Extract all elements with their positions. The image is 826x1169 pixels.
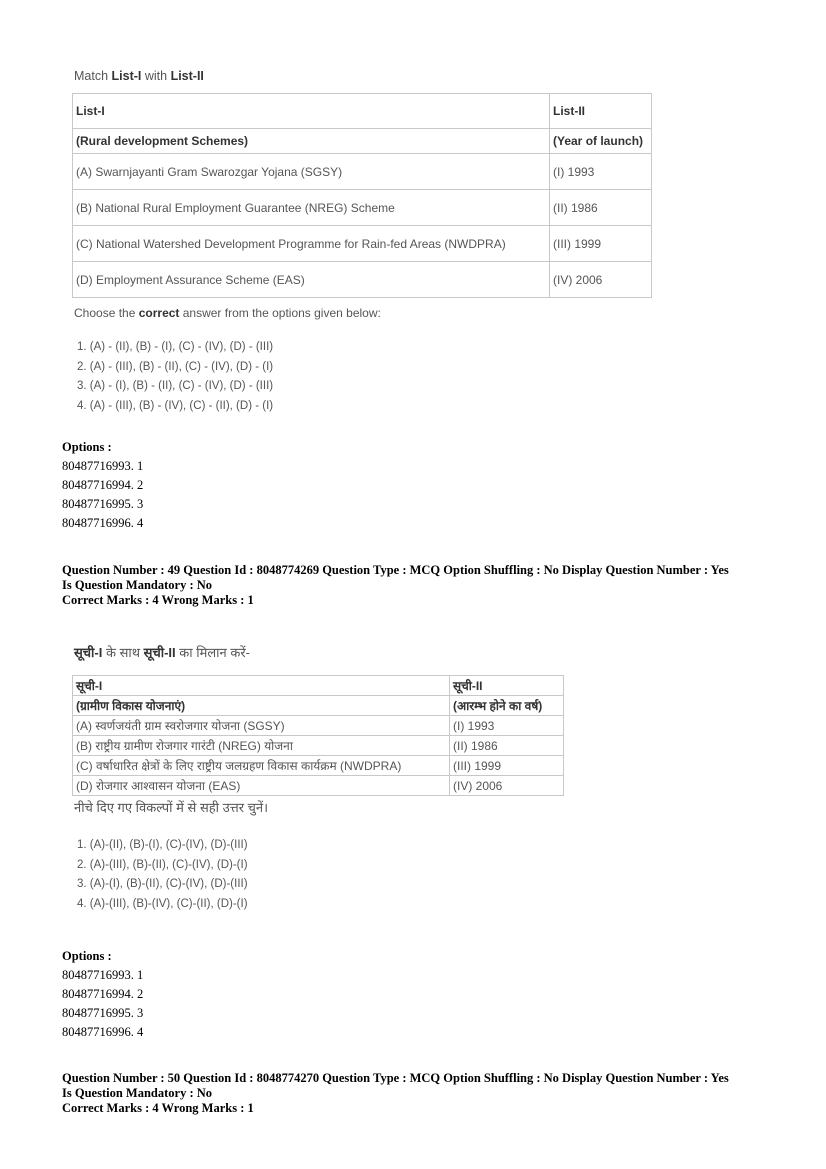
q49-intro xyxy=(74,643,564,661)
question-mandatory: Is Question Mandatory : No xyxy=(62,578,213,592)
options-label: Options : xyxy=(62,949,112,963)
table-cell: (A) Swarnjayanti Gram Swarozgar Yojana (SGSY) xyxy=(73,154,550,190)
table-cell: सूची-I xyxy=(73,676,450,696)
table-row xyxy=(73,190,652,226)
table-cell: (IV) 2006 xyxy=(450,776,564,796)
option-item: 80487716993. 1 xyxy=(62,459,144,473)
q48-choose-instruction xyxy=(74,306,652,320)
answer-choice: 3. (A) - (I), (B) - (II), (C) - (IV), (D) - (III) xyxy=(77,380,274,392)
table-cell: (III) 1999 xyxy=(450,756,564,776)
table-row xyxy=(73,94,652,129)
q48-match-table xyxy=(72,93,652,298)
table-cell: (I) 1993 xyxy=(450,716,564,736)
table-row xyxy=(73,262,652,298)
q49-answer-list xyxy=(77,836,564,914)
q49-intro-with: के साथ xyxy=(102,645,144,660)
q49-question-image xyxy=(72,643,564,914)
option-item: 80487716996. 4 xyxy=(62,1025,144,1039)
table-row xyxy=(73,736,564,756)
q48-choose-pre: Choose the xyxy=(74,306,139,320)
q48-choose-post: answer from the options given below: xyxy=(179,306,381,320)
answer-choice: 2. (A)-(III), (B)-(II), (C)-(IV), (D)-(I) xyxy=(77,858,248,871)
table-cell: (B) राष्ट्रीय ग्रामीण रोजगार गारंटी (NREG) योजना xyxy=(73,736,450,756)
table-cell: (II) 1986 xyxy=(450,736,564,756)
question-mandatory: Is Question Mandatory : No xyxy=(62,1086,213,1100)
table-cell: (आरम्भ होने का वर्ष) xyxy=(450,696,564,716)
q48-question-image xyxy=(72,69,652,416)
option-item: 80487716994. 2 xyxy=(62,478,144,492)
q48-intro-with: with xyxy=(141,69,171,83)
q49-intro-list2: सूची-II xyxy=(143,645,176,660)
q49-match-table xyxy=(72,675,564,796)
table-cell: (D) Employment Assurance Scheme (EAS) xyxy=(73,262,550,298)
q49-intro-list1: सूची-I xyxy=(74,645,103,660)
table-cell: (II) 1986 xyxy=(550,190,652,226)
table-cell: (Rural development Schemes) xyxy=(73,129,550,154)
table-row xyxy=(73,129,652,154)
table-cell: (D) रोजगार आश्वासन योजना (EAS) xyxy=(73,776,450,796)
table-cell: (I) 1993 xyxy=(550,154,652,190)
answer-choice: 1. (A)-(II), (B)-(I), (C)-(IV), (D)-(III) xyxy=(77,839,248,851)
q48-intro-text: Match xyxy=(74,69,112,83)
table-cell: सूची-II xyxy=(450,676,564,696)
question-meta-line: Question Number : 50 Question Id : 8048774270 Question Type : MCQ Option Shuffling : No Display Question Number : Yes xyxy=(62,1071,729,1085)
table-cell: (A) स्वर्णजयंती ग्राम स्वरोजगार योजना (SGSY) xyxy=(73,716,450,736)
options-label: Options : xyxy=(62,440,112,454)
table-cell: (C) National Watershed Development Programme for Rain-fed Areas (NWDPRA) xyxy=(73,226,550,262)
table-row xyxy=(73,226,652,262)
question-marks: Correct Marks : 4 Wrong Marks : 1 xyxy=(62,593,254,607)
answer-choice: 1. (A) - (II), (B) - (I), (C) - (IV), (D) - (III) xyxy=(77,341,274,353)
table-row xyxy=(73,776,564,796)
q48-intro-list2: List-II xyxy=(170,69,204,83)
q48-intro-list1: List-I xyxy=(111,69,142,83)
option-item: 80487716993. 1 xyxy=(62,968,144,982)
q48-answer-list xyxy=(77,338,652,416)
table-row xyxy=(73,154,652,190)
table-cell: (III) 1999 xyxy=(550,226,652,262)
table-cell: (IV) 2006 xyxy=(550,262,652,298)
answer-choice: 4. (A)-(III), (B)-(IV), (C)-(II), (D)-(I) xyxy=(77,897,248,910)
option-item: 80487716995. 3 xyxy=(62,1006,144,1020)
answer-choice: 2. (A) - (III), (B) - (II), (C) - (IV), (D) - (I) xyxy=(77,360,274,373)
option-item: 80487716995. 3 xyxy=(62,497,144,511)
table-cell: (ग्रामीण विकास योजनाएं) xyxy=(73,696,450,716)
q49-choose-instruction: नीचे दिए गए विकल्पों में से सही उत्तर चुनें। xyxy=(74,800,269,815)
q50-metadata xyxy=(62,1071,729,1116)
q48-choose-bold: correct xyxy=(138,306,180,320)
q49-intro-post: का मिलान करें- xyxy=(175,645,250,660)
option-item: 80487716996. 4 xyxy=(62,516,144,530)
table-row xyxy=(73,676,564,696)
answer-choice: 3. (A)-(I), (B)-(II), (C)-(IV), (D)-(III) xyxy=(77,878,248,890)
table-row xyxy=(73,756,564,776)
q48-intro xyxy=(74,69,652,83)
answer-choice: 4. (A) - (III), (B) - (IV), (C) - (II), (D) - (I) xyxy=(77,399,274,412)
table-cell: (C) वर्षाधारित क्षेत्रों के लिए राष्ट्रीय जलग्रहण विकास कार्यक्रम (NWDPRA) xyxy=(73,756,450,776)
table-cell: (B) National Rural Employment Guarantee (NREG) Scheme xyxy=(73,190,550,226)
question-marks: Correct Marks : 4 Wrong Marks : 1 xyxy=(62,1101,254,1115)
q49-options xyxy=(62,947,143,1042)
q48-options xyxy=(62,438,143,533)
question-meta-line: Question Number : 49 Question Id : 8048774269 Question Type : MCQ Option Shuffling : No Display Question Number : Yes xyxy=(62,563,729,577)
option-item: 80487716994. 2 xyxy=(62,987,144,1001)
table-cell: (Year of launch) xyxy=(550,129,652,154)
table-row xyxy=(73,716,564,736)
table-cell: List-I xyxy=(73,94,550,129)
table-cell: List-II xyxy=(550,94,652,129)
table-row xyxy=(73,696,564,716)
q49-metadata xyxy=(62,563,729,608)
